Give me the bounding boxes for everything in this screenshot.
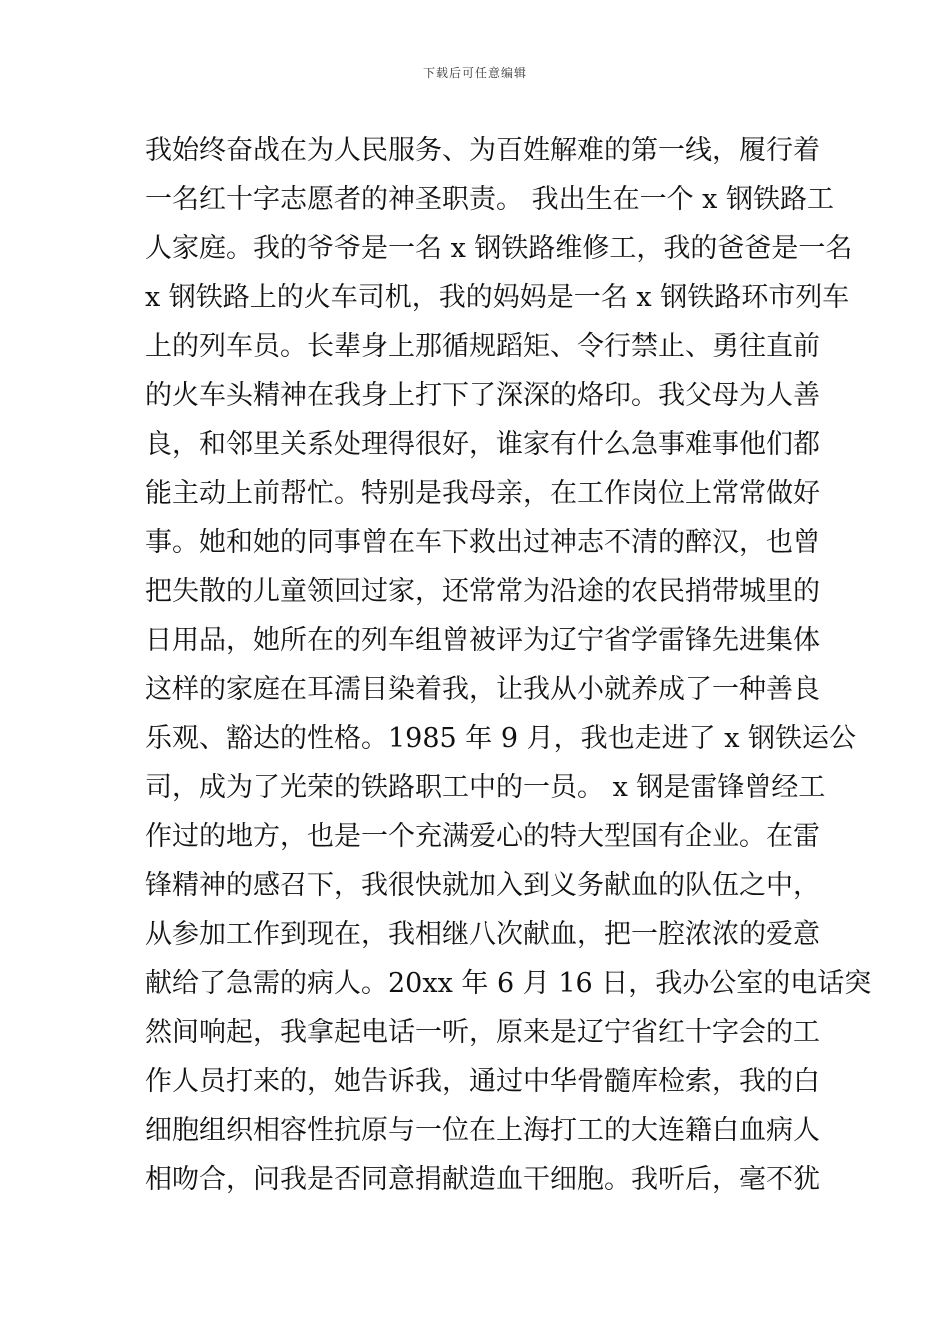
- text-line: x 钢铁路上的火车司机，我的妈妈是一名 x 钢铁路环市列车: [145, 282, 850, 313]
- text-line: 一名红十字志愿者的神圣职责。 我出生在一个 x 钢铁路工: [145, 184, 834, 215]
- text-line: 日用品，她所在的列车组曾被评为辽宁省学雷锋先进集体: [145, 625, 820, 656]
- text-line: 细胞组织相容性抗原与一位在上海打工的大连籍白血病人: [145, 1115, 820, 1146]
- text-line: 上的列车员。长辈身上那循规蹈矩、令行禁止、勇往直前: [145, 331, 820, 362]
- text-line: 把失散的儿童领回过家，还常常为沿途的农民捎带城里的: [145, 576, 820, 607]
- text-line: 锋精神的感召下，我很快就加入到义务献血的队伍之中，: [145, 870, 820, 901]
- text-line: 良，和邻里关系处理得很好，谁家有什么急事难事他们都: [145, 429, 820, 460]
- text-line: 人家庭。我的爷爷是一名 x 钢铁路维修工，我的爸爸是一名: [145, 233, 853, 264]
- text-line: 从参加工作到现在，我相继八次献血，把一腔浓浓的爱意: [145, 919, 820, 950]
- text-line: 能主动上前帮忙。特别是我母亲，在工作岗位上常常做好: [145, 478, 820, 509]
- text-line: 献给了急需的病人。20xx 年 6 月 16 日，我办公室的电话突: [145, 968, 872, 999]
- text-line: 作过的地方，也是一个充满爱心的特大型国有企业。在雷: [145, 821, 820, 852]
- text-line: 司，成为了光荣的铁路职工中的一员。 x 钢是雷锋曾经工: [145, 772, 826, 803]
- text-line: 这样的家庭在耳濡目染着我，让我从小就养成了一种善良: [145, 674, 820, 705]
- text-line: 的火车头精神在我身上打下了深深的烙印。我父母为人善: [145, 380, 820, 411]
- document-body: [145, 126, 872, 1204]
- text-line: 事。她和她的同事曾在车下救出过神志不清的醉汉，也曾: [145, 527, 820, 558]
- text-line: 作人员打来的，她告诉我，通过中华骨髓库检索，我的白: [145, 1066, 820, 1097]
- text-line: 相吻合，问我是否同意捐献造血干细胞。我听后，毫不犹: [145, 1164, 820, 1195]
- text-line: 我始终奋战在为人民服务、为百姓解难的第一线，履行着: [145, 135, 820, 166]
- text-line: 乐观、豁达的性格。1985 年 9 月，我也走进了 x 钢铁运公: [145, 723, 857, 754]
- page-header: 下载后可任意编辑: [422, 66, 527, 80]
- text-line: 然间响起，我拿起电话一听，原来是辽宁省红十字会的工: [145, 1017, 820, 1048]
